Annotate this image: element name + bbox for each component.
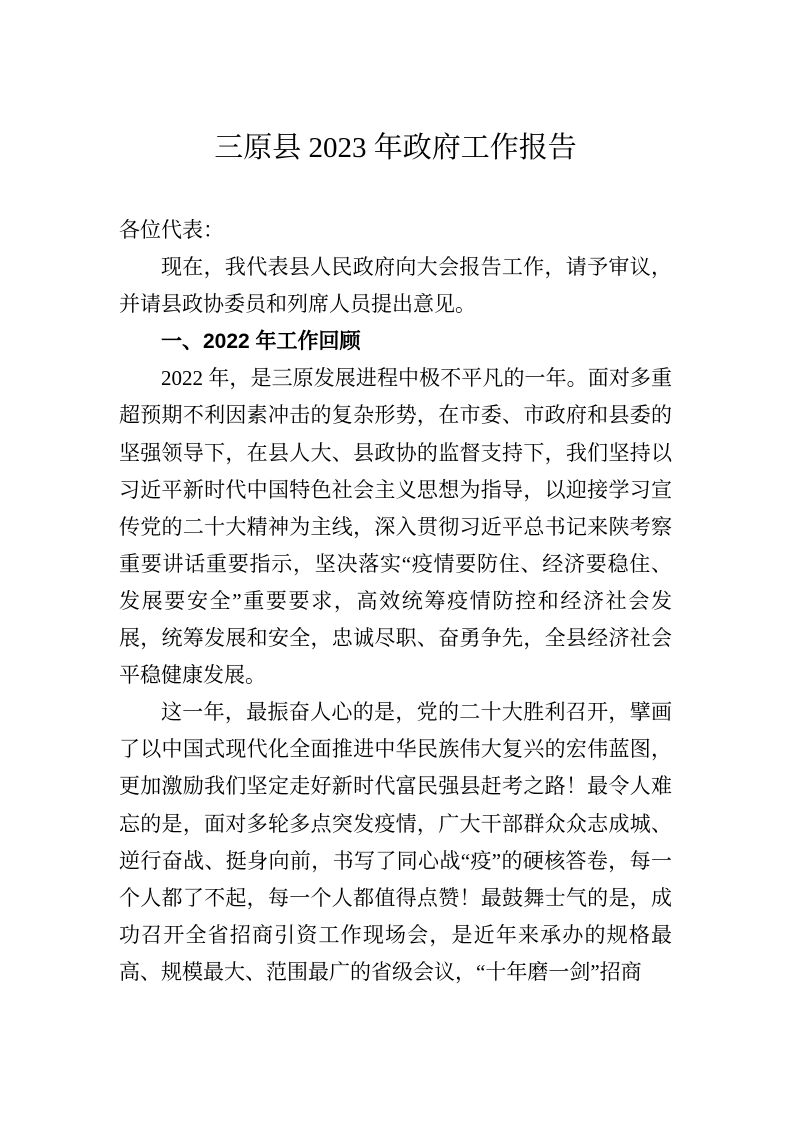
intro-paragraph: 现在，我代表县人民政府向大会报告工作，请予审议，并请县政协委员和列席人员提出意见。 [119, 255, 672, 317]
document-content [119, 0, 672, 991]
section-heading-2022-work-review: 一、2022 年工作回顾 [161, 330, 361, 354]
paragraph-review-overview: 2022 年，是三原发展进程中极不平凡的一年。面对多重超预期不利因素冲击的复杂形势，在市委、市政府和县委的坚强领导下，在县人大、县政协的监督支持下，我们坚持以习近平新时代中国特色社会主义思想为指导，以迎接学习宣传党的二十大精神为主线，深入贯彻习近平总书记来陕考察重要讲话重要指示，坚决落实“疫情要防住、经济要稳住、发展要安全”重要要求，高效统筹疫情防控和经济社会发展，统筹发展和安全，忠诚尽职、奋勇争先，全县经济社会平稳健康发展。 [119, 366, 672, 688]
document-title: 三原县 2023 年政府工作报告 [214, 132, 577, 164]
salutation-line: 各位代表： [119, 218, 224, 242]
document-body [119, 212, 672, 991]
paragraph-review-highlights: 这一年，最振奋人心的是，党的二十大胜利召开，擘画了以中国式现代化全面推进中华民族伟大复兴的宏伟蓝图，更加激励我们坚定走好新时代富民强县赶考之路！最令人难忘的是，面对多轮多点突发疫情，广大干部群众众志成城、逆行奋战、挺身向前，书写了同心战“疫”的硬核答卷，每一个人都了不起，每一个人都值得点赞！最鼓舞士气的是，成功召开全省招商引资工作现场会，是近年来承办的规格最高、规模最大、范围最广的省级会议，“十年磨一剑”招商 [119, 700, 672, 984]
